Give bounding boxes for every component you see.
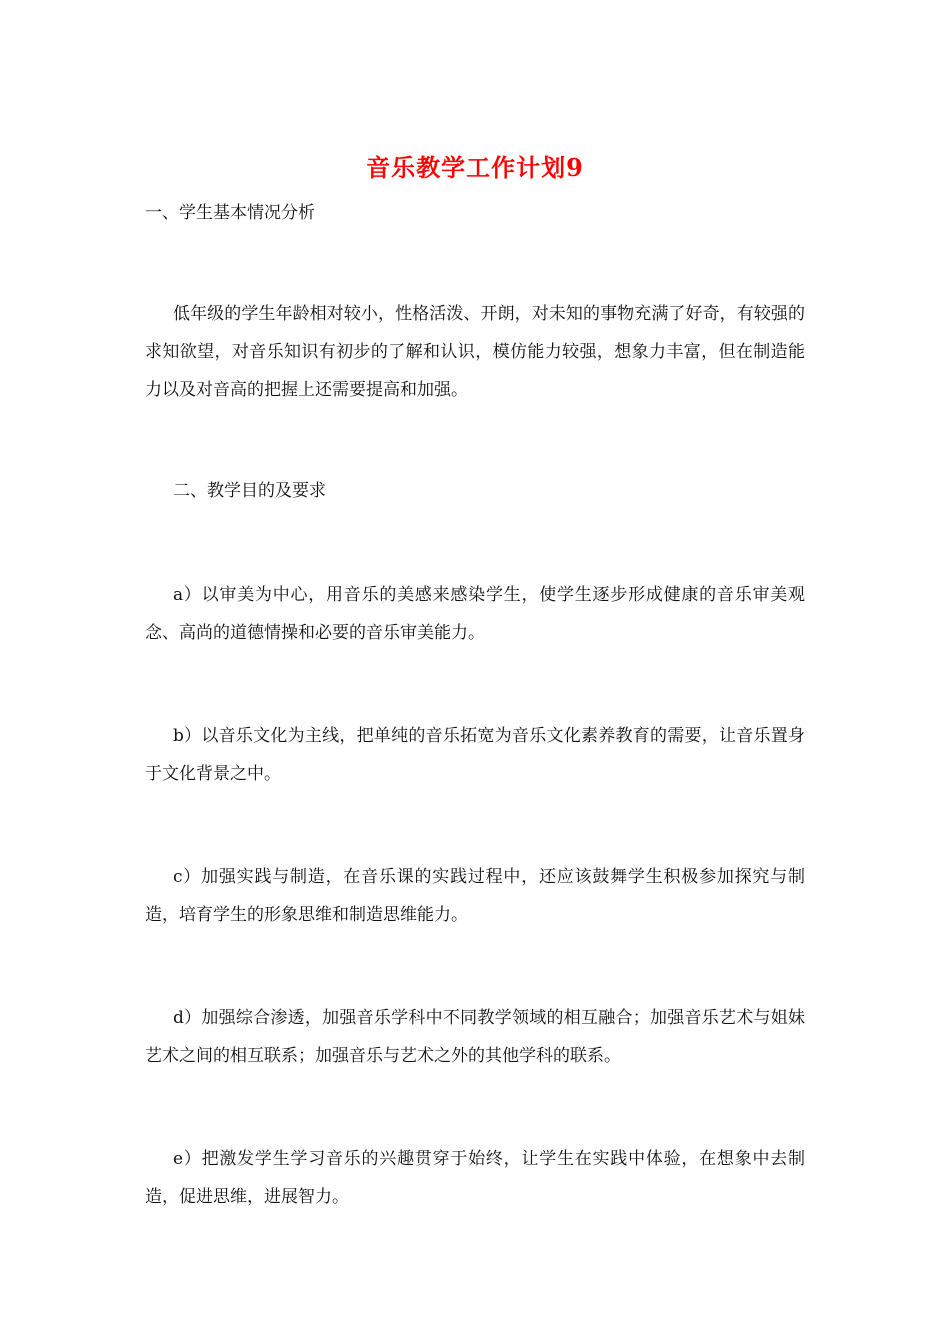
goal-item-a: a）以审美为中心，用音乐的美感来感染学生，使学生逐步形成健康的音乐审美观念、高尚的道德情操和必要的音乐审美能力。 — [145, 585, 805, 643]
section1-paragraph: 低年级的学生年龄相对较小，性格活泼、开朗，对未知的事物充满了好奇，有较强的求知欲望，对音乐知识有初步的了解和认识，模仿能力较强，想象力丰富，但在制造能力以及对音高的把握上还需要提高和加强。 — [145, 304, 805, 400]
section2-heading: 二、教学目的及要求 — [173, 481, 326, 501]
goal-item-d: d）加强综合渗透，加强音乐学科中不同教学领域的相互融合；加强音乐艺术与姐妹艺术之间的相互联系；加强音乐与艺术之外的其他学科的联系。 — [145, 1008, 805, 1066]
goal-item-c: c）加强实践与制造，在音乐课的实践过程中，还应该鼓舞学生积极参加探究与制造，培育学生的形象思维和制造思维能力。 — [145, 867, 805, 925]
goal-item-b: b）以音乐文化为主线，把单纯的音乐拓宽为音乐文化素养教育的需要，让音乐置身于文化背景之中。 — [145, 726, 805, 784]
goal-item-e: e）把激发学生学习音乐的兴趣贯穿于始终，让学生在实践中体验，在想象中去制造，促进思维，进展智力。 — [145, 1149, 805, 1207]
section1-heading: 一、学生基本情况分析 — [145, 203, 315, 223]
document-title: 音乐教学工作计划9 — [366, 153, 584, 182]
